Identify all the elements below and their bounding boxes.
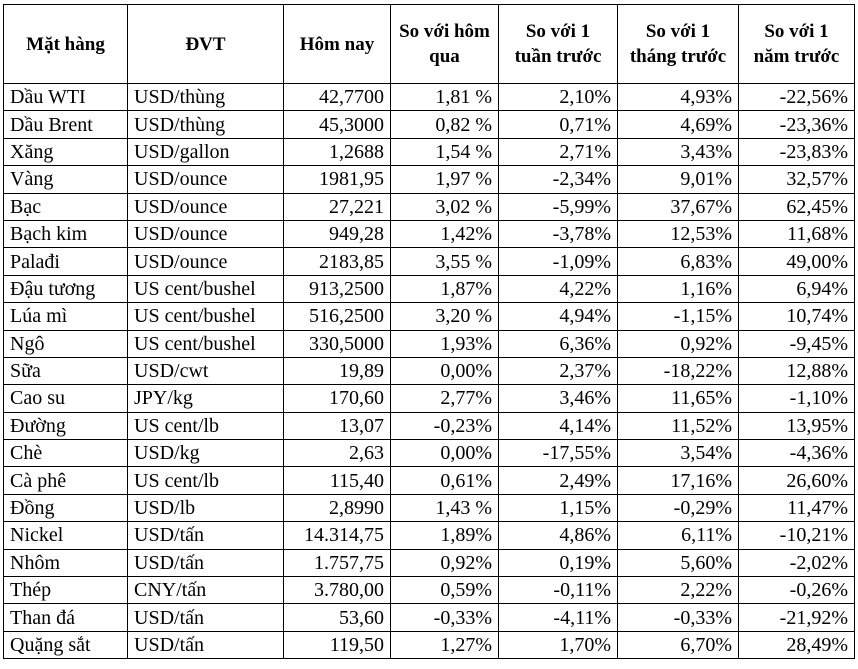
table-row bbox=[4, 248, 855, 275]
cell-today: 330,5000 bbox=[284, 330, 391, 357]
table-row bbox=[4, 166, 855, 193]
cell-today: 19,89 bbox=[284, 357, 391, 384]
cell-today: 913,2500 bbox=[284, 275, 391, 302]
cell-vs-last-week: 4,14% bbox=[499, 412, 618, 439]
cell-today: 949,28 bbox=[284, 220, 391, 247]
cell-unit: USD/cwt bbox=[128, 357, 284, 384]
table-row bbox=[4, 522, 855, 549]
cell-vs-last-month: 4,69% bbox=[618, 111, 739, 138]
table-row bbox=[4, 220, 855, 247]
cell-vs-last-month: 37,67% bbox=[618, 193, 739, 220]
cell-vs-last-year: -4,36% bbox=[739, 440, 855, 467]
header-today: Hôm nay bbox=[284, 5, 391, 84]
table-row bbox=[4, 385, 855, 412]
cell-commodity: Xăng bbox=[4, 138, 128, 165]
cell-unit: USD/tấn bbox=[128, 522, 284, 549]
cell-vs-last-year: 49,00% bbox=[739, 248, 855, 275]
cell-unit: USD/thùng bbox=[128, 84, 284, 111]
cell-commodity: Vàng bbox=[4, 166, 128, 193]
cell-vs-last-year: -2,02% bbox=[739, 549, 855, 576]
cell-commodity: Sữa bbox=[4, 357, 128, 384]
cell-commodity: Cao su bbox=[4, 385, 128, 412]
cell-vs-yesterday: 3,02 % bbox=[391, 193, 499, 220]
table-row bbox=[4, 549, 855, 576]
cell-commodity: Nickel bbox=[4, 522, 128, 549]
cell-vs-last-year: -0,26% bbox=[739, 577, 855, 604]
cell-commodity: Nhôm bbox=[4, 549, 128, 576]
cell-vs-last-week: -1,09% bbox=[499, 248, 618, 275]
cell-vs-last-week: 1,15% bbox=[499, 494, 618, 521]
cell-vs-last-year: 10,74% bbox=[739, 303, 855, 330]
cell-unit: USD/gallon bbox=[128, 138, 284, 165]
cell-today: 119,50 bbox=[284, 631, 391, 658]
cell-unit: USD/tấn bbox=[128, 604, 284, 631]
cell-unit: USD/tấn bbox=[128, 549, 284, 576]
cell-vs-last-week: 4,22% bbox=[499, 275, 618, 302]
cell-vs-yesterday: 1,97 % bbox=[391, 166, 499, 193]
cell-vs-last-year: 32,57% bbox=[739, 166, 855, 193]
cell-vs-yesterday: -0,23% bbox=[391, 412, 499, 439]
cell-today: 2,8990 bbox=[284, 494, 391, 521]
cell-vs-last-week: 4,94% bbox=[499, 303, 618, 330]
cell-vs-last-week: 2,10% bbox=[499, 84, 618, 111]
table-row bbox=[4, 494, 855, 521]
cell-vs-last-month: 11,52% bbox=[618, 412, 739, 439]
header-commodity: Mặt hàng bbox=[4, 5, 128, 84]
cell-vs-last-week: -5,99% bbox=[499, 193, 618, 220]
cell-commodity: Lúa mì bbox=[4, 303, 128, 330]
cell-today: 3.780,00 bbox=[284, 577, 391, 604]
cell-vs-yesterday: 0,92% bbox=[391, 549, 499, 576]
cell-vs-yesterday: 0,61% bbox=[391, 467, 499, 494]
cell-unit: US cent/lb bbox=[128, 467, 284, 494]
cell-vs-last-week: 6,36% bbox=[499, 330, 618, 357]
cell-vs-yesterday: 3,20 % bbox=[391, 303, 499, 330]
cell-vs-last-week: -2,34% bbox=[499, 166, 618, 193]
cell-vs-last-year: 28,49% bbox=[739, 631, 855, 658]
table-row bbox=[4, 275, 855, 302]
cell-vs-last-year: 11,68% bbox=[739, 220, 855, 247]
cell-unit: US cent/bushel bbox=[128, 303, 284, 330]
cell-vs-last-week: 2,71% bbox=[499, 138, 618, 165]
cell-vs-last-year: -1,10% bbox=[739, 385, 855, 412]
cell-today: 115,40 bbox=[284, 467, 391, 494]
cell-unit: US cent/bushel bbox=[128, 330, 284, 357]
cell-unit: US cent/bushel bbox=[128, 275, 284, 302]
cell-today: 1.757,75 bbox=[284, 549, 391, 576]
cell-commodity: Bạch kim bbox=[4, 220, 128, 247]
cell-vs-last-week: 2,37% bbox=[499, 357, 618, 384]
table-row bbox=[4, 193, 855, 220]
header-vs-yesterday: So với hôm qua bbox=[391, 5, 499, 84]
cell-vs-yesterday: 0,00% bbox=[391, 440, 499, 467]
cell-vs-last-year: -22,56% bbox=[739, 84, 855, 111]
cell-vs-yesterday: 1,93% bbox=[391, 330, 499, 357]
cell-vs-last-year: -23,36% bbox=[739, 111, 855, 138]
cell-today: 2183,85 bbox=[284, 248, 391, 275]
cell-today: 2,63 bbox=[284, 440, 391, 467]
cell-vs-last-week: -17,55% bbox=[499, 440, 618, 467]
cell-today: 1981,95 bbox=[284, 166, 391, 193]
cell-vs-last-week: -4,11% bbox=[499, 604, 618, 631]
cell-vs-last-week: 0,71% bbox=[499, 111, 618, 138]
cell-vs-last-month: 5,60% bbox=[618, 549, 739, 576]
cell-vs-last-month: 3,54% bbox=[618, 440, 739, 467]
cell-vs-last-week: -0,11% bbox=[499, 577, 618, 604]
cell-vs-yesterday: 0,82 % bbox=[391, 111, 499, 138]
cell-vs-last-year: 13,95% bbox=[739, 412, 855, 439]
cell-vs-last-week: 1,70% bbox=[499, 631, 618, 658]
cell-vs-yesterday: 1,27% bbox=[391, 631, 499, 658]
cell-vs-last-month: 6,70% bbox=[618, 631, 739, 658]
cell-commodity: Than đá bbox=[4, 604, 128, 631]
cell-vs-last-month: 11,65% bbox=[618, 385, 739, 412]
cell-commodity: Đồng bbox=[4, 494, 128, 521]
cell-vs-yesterday: -0,33% bbox=[391, 604, 499, 631]
table-header bbox=[4, 5, 855, 84]
table-row bbox=[4, 84, 855, 111]
table-row bbox=[4, 604, 855, 631]
cell-vs-yesterday: 1,42% bbox=[391, 220, 499, 247]
cell-vs-last-week: 2,49% bbox=[499, 467, 618, 494]
header-vs-last-year: So với 1 năm trước bbox=[739, 5, 855, 84]
header-vs-last-week: So với 1 tuần trước bbox=[499, 5, 618, 84]
table-row bbox=[4, 467, 855, 494]
cell-vs-last-month: 6,83% bbox=[618, 248, 739, 275]
cell-vs-last-month: 4,93% bbox=[618, 84, 739, 111]
cell-vs-last-month: 1,16% bbox=[618, 275, 739, 302]
cell-vs-last-week: 3,46% bbox=[499, 385, 618, 412]
header-row bbox=[4, 5, 855, 84]
cell-vs-last-month: 3,43% bbox=[618, 138, 739, 165]
cell-unit: USD/tấn bbox=[128, 631, 284, 658]
cell-vs-last-week: 0,19% bbox=[499, 549, 618, 576]
cell-commodity: Đậu tương bbox=[4, 275, 128, 302]
cell-vs-last-month: 2,22% bbox=[618, 577, 739, 604]
cell-vs-yesterday: 1,89% bbox=[391, 522, 499, 549]
table-row bbox=[4, 440, 855, 467]
cell-vs-last-week: 4,86% bbox=[499, 522, 618, 549]
table-row bbox=[4, 138, 855, 165]
cell-vs-yesterday: 1,54 % bbox=[391, 138, 499, 165]
cell-vs-yesterday: 1,43 % bbox=[391, 494, 499, 521]
cell-commodity: Thép bbox=[4, 577, 128, 604]
cell-commodity: Palađi bbox=[4, 248, 128, 275]
cell-vs-last-year: 6,94% bbox=[739, 275, 855, 302]
cell-vs-last-month: -0,29% bbox=[618, 494, 739, 521]
cell-unit: USD/ounce bbox=[128, 248, 284, 275]
cell-vs-yesterday: 1,87% bbox=[391, 275, 499, 302]
commodity-price-table bbox=[3, 4, 855, 659]
cell-commodity: Ngô bbox=[4, 330, 128, 357]
table-body bbox=[4, 84, 855, 659]
cell-unit: CNY/tấn bbox=[128, 577, 284, 604]
table-row bbox=[4, 412, 855, 439]
cell-vs-last-year: 62,45% bbox=[739, 193, 855, 220]
cell-vs-last-year: 12,88% bbox=[739, 357, 855, 384]
cell-today: 45,3000 bbox=[284, 111, 391, 138]
cell-today: 14.314,75 bbox=[284, 522, 391, 549]
cell-commodity: Đường bbox=[4, 412, 128, 439]
table-row bbox=[4, 631, 855, 658]
cell-today: 170,60 bbox=[284, 385, 391, 412]
cell-vs-yesterday: 3,55 % bbox=[391, 248, 499, 275]
cell-vs-last-year: -21,92% bbox=[739, 604, 855, 631]
cell-vs-last-month: -18,22% bbox=[618, 357, 739, 384]
cell-unit: USD/kg bbox=[128, 440, 284, 467]
cell-vs-last-month: 6,11% bbox=[618, 522, 739, 549]
cell-today: 516,2500 bbox=[284, 303, 391, 330]
cell-vs-last-year: -9,45% bbox=[739, 330, 855, 357]
cell-vs-last-month: 0,92% bbox=[618, 330, 739, 357]
cell-unit: USD/ounce bbox=[128, 193, 284, 220]
table-row bbox=[4, 111, 855, 138]
cell-vs-yesterday: 1,81 % bbox=[391, 84, 499, 111]
cell-vs-last-month: 17,16% bbox=[618, 467, 739, 494]
cell-vs-last-year: 11,47% bbox=[739, 494, 855, 521]
table-row bbox=[4, 577, 855, 604]
cell-unit: JPY/kg bbox=[128, 385, 284, 412]
cell-vs-last-month: 12,53% bbox=[618, 220, 739, 247]
cell-today: 13,07 bbox=[284, 412, 391, 439]
cell-commodity: Quặng sắt bbox=[4, 631, 128, 658]
cell-commodity: Dầu WTI bbox=[4, 84, 128, 111]
cell-vs-yesterday: 0,00% bbox=[391, 357, 499, 384]
cell-unit: USD/thùng bbox=[128, 111, 284, 138]
table-row bbox=[4, 330, 855, 357]
cell-vs-last-year: -10,21% bbox=[739, 522, 855, 549]
cell-vs-last-month: 9,01% bbox=[618, 166, 739, 193]
cell-vs-yesterday: 2,77% bbox=[391, 385, 499, 412]
cell-unit: USD/ounce bbox=[128, 166, 284, 193]
cell-commodity: Cà phê bbox=[4, 467, 128, 494]
cell-vs-last-year: 26,60% bbox=[739, 467, 855, 494]
cell-unit: USD/lb bbox=[128, 494, 284, 521]
cell-today: 53,60 bbox=[284, 604, 391, 631]
header-unit: ĐVT bbox=[128, 5, 284, 84]
cell-commodity: Bạc bbox=[4, 193, 128, 220]
cell-today: 1,2688 bbox=[284, 138, 391, 165]
cell-today: 27,221 bbox=[284, 193, 391, 220]
cell-vs-last-week: -3,78% bbox=[499, 220, 618, 247]
cell-vs-last-year: -23,83% bbox=[739, 138, 855, 165]
cell-unit: US cent/lb bbox=[128, 412, 284, 439]
cell-vs-yesterday: 0,59% bbox=[391, 577, 499, 604]
cell-vs-last-month: -1,15% bbox=[618, 303, 739, 330]
header-vs-last-month: So với 1 tháng trước bbox=[618, 5, 739, 84]
cell-commodity: Dầu Brent bbox=[4, 111, 128, 138]
cell-vs-last-month: -0,33% bbox=[618, 604, 739, 631]
table-row bbox=[4, 357, 855, 384]
table-row bbox=[4, 303, 855, 330]
cell-unit: USD/ounce bbox=[128, 220, 284, 247]
cell-commodity: Chè bbox=[4, 440, 128, 467]
cell-today: 42,7700 bbox=[284, 84, 391, 111]
